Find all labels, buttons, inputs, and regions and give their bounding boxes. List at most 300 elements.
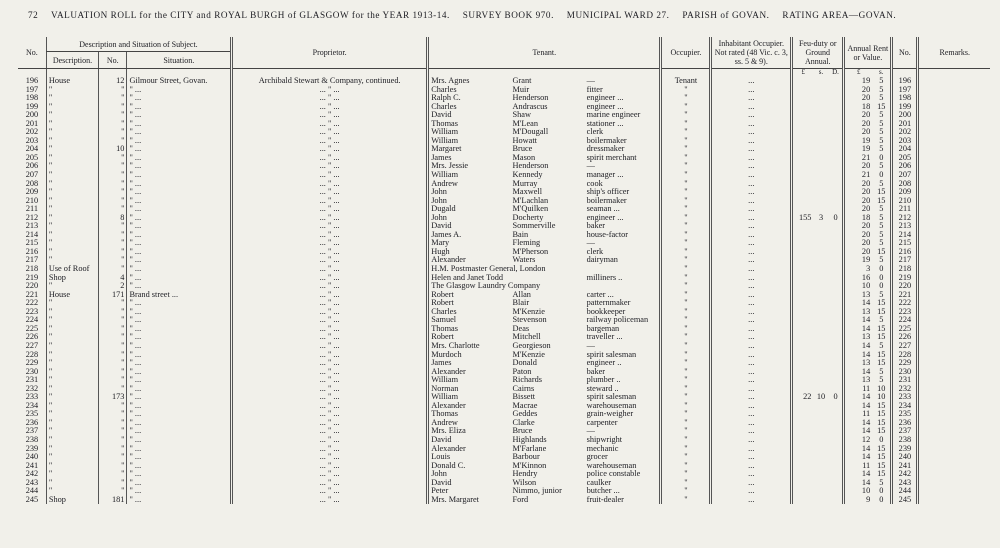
cell-feu-d bbox=[829, 351, 844, 360]
cell-prop: ... " ... bbox=[232, 274, 428, 283]
cell-feu-l bbox=[792, 162, 814, 171]
cell-first: Donald C. bbox=[428, 462, 511, 471]
table-row bbox=[18, 94, 990, 103]
cell-inhab: ... bbox=[711, 111, 792, 120]
table-row bbox=[18, 351, 990, 360]
cell-sit: " ... bbox=[127, 436, 232, 445]
cell-feu-d bbox=[829, 487, 844, 496]
cell-sit: " ... bbox=[127, 427, 232, 436]
cell-feu-d: 0 bbox=[833, 213, 838, 222]
cell-last: Andrascus bbox=[512, 102, 548, 111]
cell-no: 230 bbox=[25, 367, 39, 376]
table-row bbox=[18, 316, 990, 325]
cell-rent-l: 21 bbox=[844, 154, 872, 163]
cell-desc: House bbox=[46, 291, 98, 300]
cell-desc: " bbox=[46, 453, 98, 462]
cell-feu-l bbox=[792, 205, 814, 214]
cell-occ: carter ... bbox=[586, 290, 614, 299]
cell-feu-s bbox=[813, 197, 828, 206]
cell-feu-l bbox=[792, 316, 814, 325]
cell-feu-l bbox=[792, 291, 814, 300]
cell-prop: ... " ... bbox=[232, 214, 428, 223]
cell-rent-l: 13 bbox=[844, 333, 872, 342]
cell-num: " bbox=[99, 308, 127, 317]
cell-desc: " bbox=[46, 325, 98, 334]
cell-rent-s: 15 bbox=[877, 350, 886, 359]
cell-inhab: ... bbox=[711, 368, 792, 377]
cell-feu-d bbox=[829, 248, 844, 257]
cell-feu-d bbox=[829, 291, 844, 300]
cell-no: 225 bbox=[25, 324, 39, 333]
cell-occ: baker bbox=[586, 367, 606, 376]
cell-feu-l bbox=[792, 410, 814, 419]
table-row bbox=[18, 239, 990, 248]
cell-no: 212 bbox=[25, 213, 39, 222]
cell-prop: ... " ... bbox=[232, 86, 428, 95]
cell-remarks bbox=[918, 111, 990, 120]
cell-first: Andrew bbox=[428, 419, 511, 428]
cell-no2: 227 bbox=[892, 342, 918, 351]
cell-feu-d bbox=[829, 359, 844, 368]
cell-feu-l bbox=[792, 120, 814, 129]
cell-inhab: ... bbox=[711, 120, 792, 129]
cell-occ: ship's officer bbox=[586, 188, 630, 197]
cell-rent-l: 14 bbox=[844, 316, 872, 325]
cell-last: Henderson bbox=[512, 94, 549, 103]
cell-occ: caulker bbox=[586, 478, 612, 487]
cell-sit: " ... bbox=[127, 419, 232, 428]
cell-sit: " ... bbox=[127, 308, 232, 317]
cell-occupier: " bbox=[661, 197, 711, 206]
cell-no: 245 bbox=[25, 495, 39, 504]
table-row bbox=[18, 214, 990, 223]
cell-no: 227 bbox=[25, 341, 39, 350]
cell-feu-d bbox=[829, 308, 844, 317]
cell-remarks bbox=[918, 282, 990, 291]
cell-feu-d bbox=[829, 385, 844, 394]
cell-num: " bbox=[99, 197, 127, 206]
cell-no2: 196 bbox=[892, 76, 918, 86]
cell-last: Allan bbox=[512, 290, 531, 299]
cell-feu-l bbox=[792, 462, 814, 471]
cell-occ: — bbox=[586, 427, 595, 436]
cell-no: 241 bbox=[25, 461, 39, 470]
cell-feu-l bbox=[792, 256, 814, 265]
cell-inhab: ... bbox=[711, 180, 792, 189]
cell-last: Paton bbox=[512, 367, 532, 376]
cell-last: Ford bbox=[512, 495, 529, 504]
cell-desc: " bbox=[46, 351, 98, 360]
cell-sit: " ... bbox=[127, 453, 232, 462]
table-row bbox=[18, 86, 990, 95]
cell-feu-d bbox=[829, 239, 844, 248]
cell-occupier: " bbox=[661, 248, 711, 257]
cell-first: Margaret bbox=[428, 145, 511, 154]
cell-occ: police constable bbox=[586, 470, 641, 479]
cell-remarks bbox=[918, 299, 990, 308]
cell-last: Cairns bbox=[512, 384, 535, 393]
table-row bbox=[18, 376, 990, 385]
cell-remarks bbox=[918, 410, 990, 419]
cell-rent-s: 5 bbox=[879, 85, 884, 94]
cell-feu-d bbox=[829, 265, 844, 274]
cell-remarks bbox=[918, 359, 990, 368]
cell-desc: " bbox=[46, 120, 98, 129]
cell-feu-l bbox=[792, 231, 814, 240]
cell-no2: 214 bbox=[892, 231, 918, 240]
cell-feu-s bbox=[813, 231, 828, 240]
cell-desc: " bbox=[46, 231, 98, 240]
cell-prop: Archibald Stewart & Company, continued. bbox=[232, 76, 428, 86]
col-feu-duty: Feu-duty or Ground Annual. bbox=[792, 37, 844, 69]
cell-sit: " ... bbox=[127, 393, 232, 402]
cell-rent-l: 20 bbox=[844, 111, 872, 120]
cell-feu-d bbox=[829, 376, 844, 385]
cell-first: David bbox=[428, 111, 511, 120]
cell-no: 239 bbox=[25, 444, 39, 453]
cell-feu-l bbox=[792, 282, 814, 291]
cell-rent-l: 13 bbox=[844, 291, 872, 300]
cell-no2: 235 bbox=[892, 410, 918, 419]
cell-feu-d bbox=[829, 222, 844, 231]
cell-occupier: " bbox=[661, 128, 711, 137]
cell-prop: ... " ... bbox=[232, 111, 428, 120]
cell-rent-s: 0 bbox=[879, 153, 884, 162]
parish: PARISH of GOVAN. bbox=[682, 10, 770, 20]
cell-occupier: " bbox=[661, 282, 711, 291]
cell-occupier: " bbox=[661, 316, 711, 325]
cell-inhab: ... bbox=[711, 291, 792, 300]
cell-sit: " ... bbox=[127, 376, 232, 385]
cell-desc: " bbox=[46, 188, 98, 197]
cell-prop: ... " ... bbox=[232, 256, 428, 265]
cell-desc: " bbox=[46, 479, 98, 488]
cell-no2: 222 bbox=[892, 299, 918, 308]
cell-prop: ... " ... bbox=[232, 239, 428, 248]
cell-feu-l bbox=[792, 342, 814, 351]
cell-inhab: ... bbox=[711, 274, 792, 283]
table-row bbox=[18, 162, 990, 171]
cell-feu-l bbox=[792, 436, 814, 445]
cell-sit: " ... bbox=[127, 86, 232, 95]
cell-feu-s bbox=[813, 76, 828, 86]
cell-sit: " ... bbox=[127, 351, 232, 360]
cell-num: " bbox=[99, 94, 127, 103]
cell-desc: " bbox=[46, 316, 98, 325]
cell-feu-d bbox=[829, 188, 844, 197]
cell-prop: ... " ... bbox=[232, 162, 428, 171]
cell-first: John bbox=[428, 197, 511, 206]
cell-first: James bbox=[428, 359, 511, 368]
cell-num: " bbox=[99, 410, 127, 419]
cell-first: Murdoch bbox=[428, 351, 511, 360]
cell-first: Hugh bbox=[428, 248, 511, 257]
cell-inhab: ... bbox=[711, 94, 792, 103]
table-row bbox=[18, 453, 990, 462]
cell-occ: seaman ... bbox=[586, 205, 620, 214]
cell-no: 205 bbox=[25, 153, 39, 162]
cell-no: 198 bbox=[25, 94, 39, 103]
cell-num: " bbox=[99, 188, 127, 197]
cell-num: " bbox=[99, 256, 127, 265]
cell-feu-d bbox=[829, 76, 844, 86]
cell-num: " bbox=[99, 180, 127, 189]
cell-occ: — bbox=[586, 341, 595, 350]
cell-last: Docherty bbox=[512, 213, 544, 222]
cell-last: Howatt bbox=[512, 136, 537, 145]
table-row bbox=[18, 265, 990, 274]
cell-remarks bbox=[918, 103, 990, 112]
cell-num: " bbox=[99, 248, 127, 257]
cell-sit: " ... bbox=[127, 111, 232, 120]
cell-no: 235 bbox=[25, 410, 39, 419]
cell-prop: ... " ... bbox=[232, 205, 428, 214]
cell-num: " bbox=[99, 342, 127, 351]
cell-prop: ... " ... bbox=[232, 393, 428, 402]
cell-no: 236 bbox=[25, 418, 39, 427]
cell-sit: " ... bbox=[127, 265, 232, 274]
cell-num: " bbox=[99, 368, 127, 377]
cell-occupier: " bbox=[661, 265, 711, 274]
cell-last: Deas bbox=[512, 324, 530, 333]
table-row bbox=[18, 128, 990, 137]
cell-num: " bbox=[99, 316, 127, 325]
cell-num: 173 bbox=[99, 393, 127, 402]
cell-desc: " bbox=[46, 487, 98, 496]
cell-occ: patternmaker bbox=[586, 299, 631, 308]
cell-no2: 210 bbox=[892, 197, 918, 206]
cell-occupier: " bbox=[661, 162, 711, 171]
cell-occupier: " bbox=[661, 462, 711, 471]
cell-feu-l bbox=[792, 385, 814, 394]
cell-no: 201 bbox=[25, 119, 39, 128]
cell-feu-d bbox=[829, 282, 844, 291]
cell-feu-s bbox=[813, 162, 828, 171]
cell-sit: " ... bbox=[127, 231, 232, 240]
cell-inhab: ... bbox=[711, 462, 792, 471]
cell-rent-l: 14 bbox=[844, 479, 872, 488]
cell-desc: " bbox=[46, 308, 98, 317]
col-proprietor: Proprietor. bbox=[232, 37, 428, 69]
cell-occ: grocer bbox=[586, 453, 608, 462]
cell-no2: 201 bbox=[892, 120, 918, 129]
cell-first: Mrs. Charlotte bbox=[428, 342, 511, 351]
cell-feu-l bbox=[792, 376, 814, 385]
cell-num: " bbox=[99, 325, 127, 334]
cell-feu-l bbox=[792, 308, 814, 317]
table-row bbox=[18, 274, 990, 283]
cell-no2: 238 bbox=[892, 436, 918, 445]
cell-no: 232 bbox=[25, 384, 39, 393]
cell-desc: " bbox=[46, 94, 98, 103]
cell-prop: ... " ... bbox=[232, 496, 428, 505]
cell-desc: " bbox=[46, 299, 98, 308]
cell-inhab: ... bbox=[711, 299, 792, 308]
feu-shillings-label: s. bbox=[818, 68, 824, 76]
cell-rent-l: 20 bbox=[844, 231, 872, 240]
cell-prop: ... " ... bbox=[232, 462, 428, 471]
cell-last: Murray bbox=[512, 179, 538, 188]
cell-feu-l bbox=[792, 487, 814, 496]
cell-remarks bbox=[918, 222, 990, 231]
cell-occupier: " bbox=[661, 427, 711, 436]
cell-feu-s bbox=[813, 453, 828, 462]
cell-first: Robert bbox=[428, 299, 511, 308]
cell-inhab: ... bbox=[711, 496, 792, 505]
cell-first: John bbox=[428, 214, 511, 223]
cell-first: Alexander bbox=[428, 256, 511, 265]
cell-first: H.M. Postmaster General, London bbox=[428, 265, 585, 274]
cell-occ: dressmaker bbox=[586, 145, 625, 154]
cell-occ: marine engineer bbox=[586, 111, 641, 120]
cell-first: Charles bbox=[428, 308, 511, 317]
cell-remarks bbox=[918, 470, 990, 479]
cell-first: Mrs. Eliza bbox=[428, 427, 511, 436]
cell-last: Nimmo, junior bbox=[512, 487, 562, 496]
table-row bbox=[18, 385, 990, 394]
cell-first: Ralph C. bbox=[428, 94, 511, 103]
cell-rent-l: 10 bbox=[844, 487, 872, 496]
cell-feu-d bbox=[829, 419, 844, 428]
cell-no: 211 bbox=[25, 205, 38, 214]
cell-rent-s: 5 bbox=[879, 316, 884, 325]
cell-inhab: ... bbox=[711, 393, 792, 402]
cell-last: M'Kenzie bbox=[512, 350, 545, 359]
cell-last: M'Kenzie bbox=[512, 307, 545, 316]
cell-num: " bbox=[99, 376, 127, 385]
cell-rent-l: 14 bbox=[844, 445, 872, 454]
cell-feu-s bbox=[813, 342, 828, 351]
cell-feu-l bbox=[792, 325, 814, 334]
cell-inhab: ... bbox=[711, 214, 792, 223]
cell-desc: " bbox=[46, 402, 98, 411]
cell-inhab: ... bbox=[711, 325, 792, 334]
cell-last: M'Lachlan bbox=[512, 196, 549, 205]
cell-num: " bbox=[99, 402, 127, 411]
cell-num: " bbox=[99, 479, 127, 488]
cell-prop: ... " ... bbox=[232, 265, 428, 274]
cell-last: Richards bbox=[512, 376, 543, 385]
cell-occ: house-factor bbox=[586, 230, 629, 239]
cell-no2: 212 bbox=[892, 214, 918, 223]
cell-num: " bbox=[99, 462, 127, 471]
cell-rent-l: 13 bbox=[844, 376, 872, 385]
cell-occupier: " bbox=[661, 308, 711, 317]
cell-occupier: " bbox=[661, 291, 711, 300]
cell-feu-s bbox=[813, 205, 828, 214]
cell-num: " bbox=[99, 487, 127, 496]
cell-occ: — bbox=[586, 162, 595, 171]
cell-remarks bbox=[918, 368, 990, 377]
cell-rent-s: 15 bbox=[877, 427, 886, 436]
cell-rent-l: 11 bbox=[844, 410, 872, 419]
cell-rent-s: 15 bbox=[877, 333, 886, 342]
cell-rent-s: 0 bbox=[879, 495, 884, 504]
cell-no: 206 bbox=[25, 162, 39, 171]
cell-prop: ... " ... bbox=[232, 402, 428, 411]
cell-num: 10 bbox=[99, 145, 127, 154]
cell-feu-l bbox=[792, 222, 814, 231]
cell-rent-l: 19 bbox=[844, 137, 872, 146]
cell-prop: ... " ... bbox=[232, 342, 428, 351]
cell-desc: Use of Roof bbox=[46, 265, 98, 274]
cell-feu-d bbox=[829, 427, 844, 436]
cell-no2: 204 bbox=[892, 145, 918, 154]
cell-last: Donald bbox=[512, 359, 537, 368]
cell-desc: Shop bbox=[46, 274, 98, 283]
cell-last: M'Lean bbox=[512, 119, 538, 128]
cell-inhab: ... bbox=[711, 333, 792, 342]
cell-inhab: ... bbox=[711, 402, 792, 411]
cell-feu-s bbox=[813, 282, 828, 291]
cell-remarks bbox=[918, 86, 990, 95]
cell-sit: " ... bbox=[127, 359, 232, 368]
cell-feu-s bbox=[813, 86, 828, 95]
cell-occ: clerk bbox=[586, 128, 604, 137]
cell-last: Bissett bbox=[512, 393, 536, 402]
cell-occupier: " bbox=[661, 333, 711, 342]
cell-desc: " bbox=[46, 359, 98, 368]
cell-first: Louis bbox=[428, 453, 511, 462]
cell-sit: " ... bbox=[127, 462, 232, 471]
cell-no: 220 bbox=[25, 282, 39, 291]
cell-last: Muir bbox=[512, 85, 530, 94]
cell-no: 216 bbox=[25, 247, 39, 256]
cell-feu-s bbox=[813, 274, 828, 283]
cell-feu-d bbox=[829, 171, 844, 180]
cell-desc: " bbox=[46, 137, 98, 146]
cell-remarks bbox=[918, 436, 990, 445]
cell-remarks bbox=[918, 427, 990, 436]
cell-sit: " ... bbox=[127, 239, 232, 248]
cell-no: 213 bbox=[25, 222, 39, 231]
table-row bbox=[18, 103, 990, 112]
col-annual-rent: Annual Rent or Value. bbox=[844, 37, 892, 69]
cell-remarks bbox=[918, 171, 990, 180]
cell-inhab: ... bbox=[711, 231, 792, 240]
cell-no: 240 bbox=[25, 453, 39, 462]
cell-sit: " ... bbox=[127, 325, 232, 334]
cell-rent-s: 5 bbox=[879, 94, 884, 103]
cell-occ: spirit salesman bbox=[586, 350, 637, 359]
table-row bbox=[18, 111, 990, 120]
cell-inhab: ... bbox=[711, 419, 792, 428]
cell-sit: " ... bbox=[127, 103, 232, 112]
cell-sit: " ... bbox=[127, 248, 232, 257]
cell-feu-l bbox=[792, 180, 814, 189]
cell-num: " bbox=[99, 385, 127, 394]
cell-num: " bbox=[99, 120, 127, 129]
cell-num: " bbox=[99, 351, 127, 360]
cell-no2: 239 bbox=[892, 445, 918, 454]
cell-sit: " ... bbox=[127, 154, 232, 163]
table-row bbox=[18, 197, 990, 206]
cell-remarks bbox=[918, 385, 990, 394]
cell-prop: ... " ... bbox=[232, 282, 428, 291]
cell-feu-s bbox=[813, 256, 828, 265]
cell-sit: " ... bbox=[127, 145, 232, 154]
cell-feu-s bbox=[813, 359, 828, 368]
cell-inhab: ... bbox=[711, 256, 792, 265]
cell-last: Bruce bbox=[512, 427, 533, 436]
cell-feu-l bbox=[792, 427, 814, 436]
cell-first: Thomas bbox=[428, 325, 511, 334]
cell-sit: " ... bbox=[127, 479, 232, 488]
cell-no2: 218 bbox=[892, 265, 918, 274]
cell-rent-l: 18 bbox=[844, 103, 872, 112]
table-row bbox=[18, 76, 990, 86]
cell-no: 237 bbox=[25, 427, 39, 436]
